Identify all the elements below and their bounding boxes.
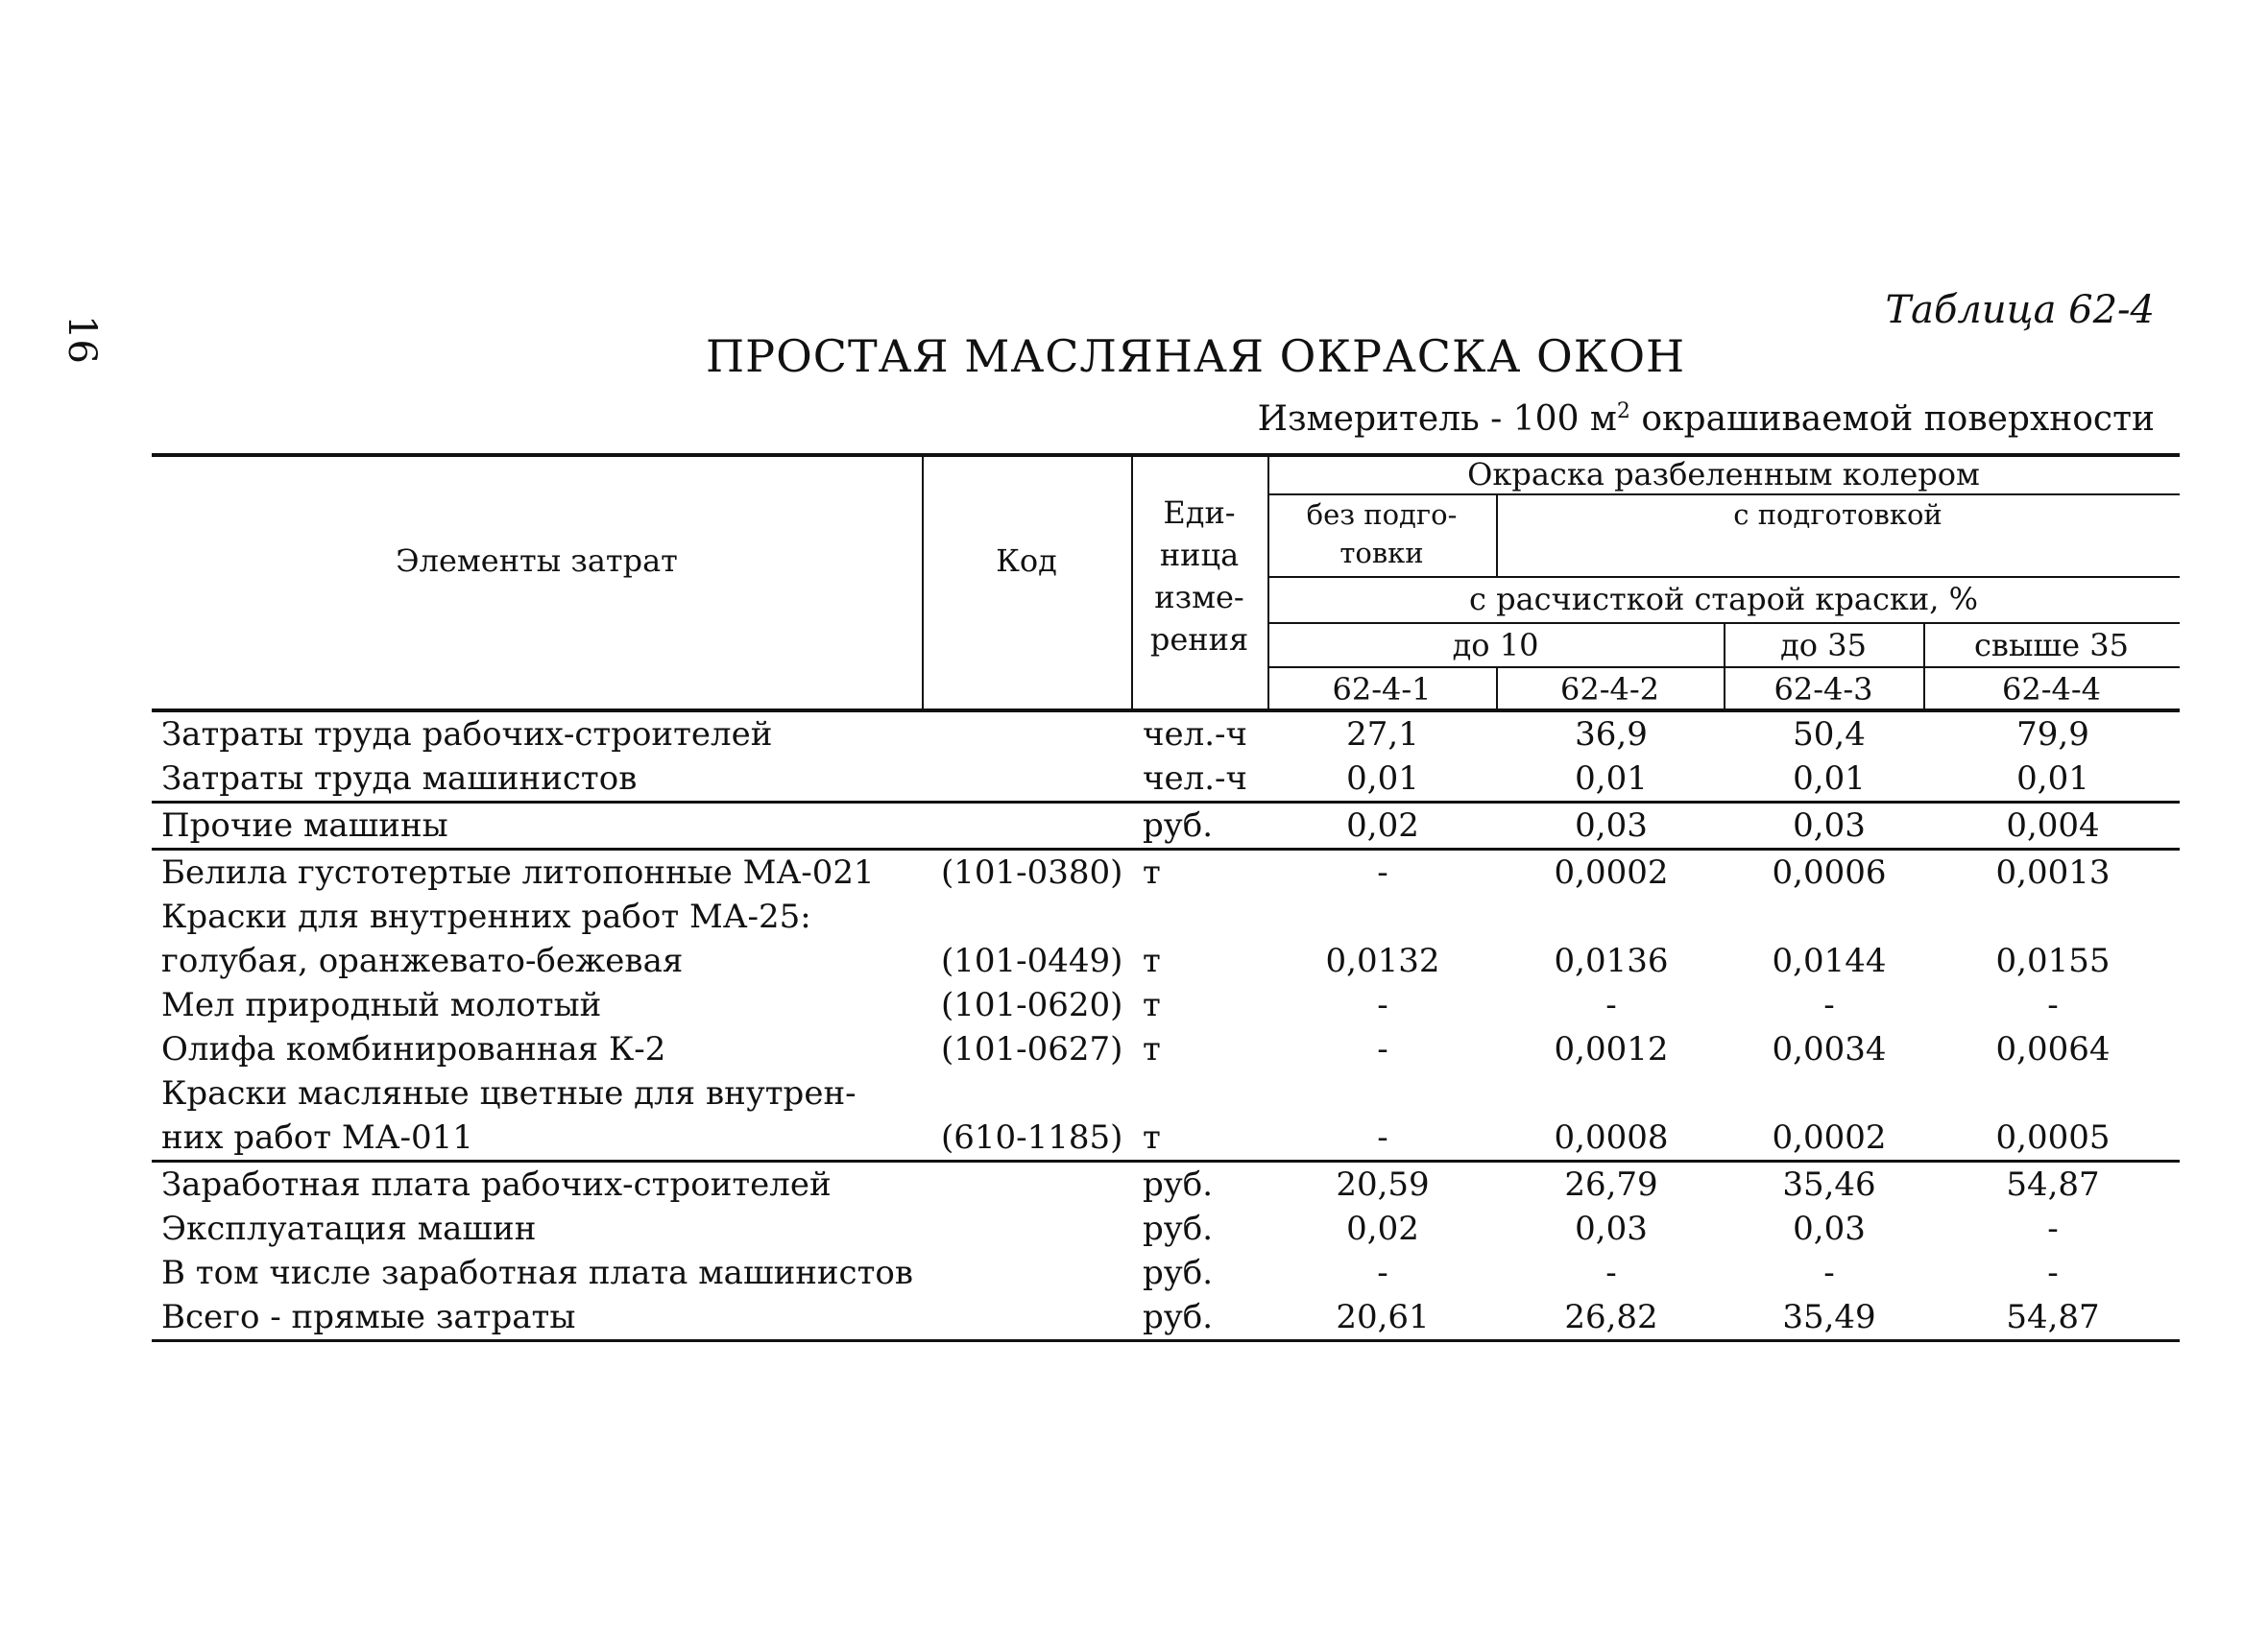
- row-value-2: 0,0008: [1554, 1118, 1669, 1157]
- row-value-4: 54,87: [2006, 1165, 2100, 1204]
- row-value-4: 0,0064: [1995, 1030, 2111, 1069]
- row-code: (101-0620): [941, 986, 1123, 1024]
- page-title: ПРОСТАЯ МАСЛЯНАЯ ОКРАСКА ОКОН: [706, 330, 1686, 382]
- header-unit-line: ница: [1159, 537, 1240, 573]
- row-code: (610-1185): [941, 1118, 1123, 1157]
- row-name: них работ МА-011: [161, 1118, 473, 1157]
- row-value-2: 0,0002: [1554, 853, 1669, 892]
- row-unit: чел.-ч: [1143, 715, 1247, 754]
- header-code-62-4-1: 62-4-1: [1332, 671, 1432, 708]
- row-value-1: 0,01: [1346, 759, 1419, 798]
- row-value-4: 0,004: [2006, 806, 2100, 845]
- row-value-2: 26,82: [1564, 1298, 1658, 1336]
- measure-unit-exponent: 2: [1616, 399, 1630, 423]
- table-row: [152, 939, 2180, 983]
- table-row: [152, 1207, 2180, 1251]
- row-value-3: 0,0006: [1772, 853, 1887, 892]
- row-value-2: 0,0136: [1554, 942, 1669, 980]
- row-value-2: -: [1605, 1254, 1617, 1292]
- row-value-1: -: [1377, 1030, 1388, 1069]
- row-name: Белила густотертые литопонные МА-021: [161, 853, 875, 892]
- row-code: (101-0449): [941, 942, 1123, 980]
- row-code: (101-0380): [941, 853, 1123, 892]
- header-code-62-4-4: 62-4-4: [2001, 671, 2102, 708]
- measure-unit-prefix: Измеритель - 100 м: [1257, 399, 1617, 439]
- row-value-4: -: [2047, 1210, 2059, 1248]
- row-name: голубая, оранжевато-бежевая: [161, 942, 684, 980]
- table-row: [152, 895, 2180, 939]
- row-code: (101-0627): [941, 1030, 1123, 1069]
- row-value-1: 27,1: [1346, 715, 1419, 754]
- row-name: Краски масляные цветные для внутрен-: [161, 1074, 857, 1113]
- row-value-4: 0,0005: [1995, 1118, 2111, 1157]
- row-unit: т: [1143, 942, 1161, 980]
- row-value-3: 35,46: [1782, 1165, 1876, 1204]
- table-row: [152, 712, 2180, 756]
- row-unit: т: [1143, 1030, 1161, 1069]
- row-value-3: 0,01: [1793, 759, 1866, 798]
- header-code: Код: [996, 542, 1057, 579]
- row-value-1: 0,02: [1346, 1210, 1419, 1248]
- table-body: [152, 712, 2180, 1342]
- row-value-1: -: [1377, 986, 1388, 1024]
- row-value-3: 0,03: [1793, 1210, 1866, 1248]
- row-name: В том числе заработная плата машинистов: [161, 1254, 914, 1292]
- row-name: Краски для внутренних работ МА-25:: [161, 898, 811, 936]
- row-value-2: 26,79: [1564, 1165, 1658, 1204]
- row-value-3: 35,49: [1782, 1298, 1876, 1336]
- header-up-to-35: до 35: [1780, 627, 1867, 663]
- row-value-3: 0,0034: [1772, 1030, 1887, 1069]
- measure-unit-suffix: окрашиваемой поверхности: [1629, 399, 2155, 439]
- row-value-1: 20,61: [1336, 1298, 1430, 1336]
- row-value-2: 0,01: [1575, 759, 1648, 798]
- row-value-1: -: [1377, 1118, 1388, 1157]
- header-code-62-4-3: 62-4-3: [1773, 671, 1873, 708]
- header-cleaning: с расчисткой старой краски, %: [1469, 581, 1978, 617]
- row-value-2: 36,9: [1575, 715, 1648, 754]
- table-row: [152, 1071, 2180, 1116]
- table-label: Таблица 62-4: [1885, 288, 2155, 332]
- header-unit-line: изме-: [1154, 579, 1244, 615]
- table-row: [152, 804, 2180, 848]
- row-value-4: 0,01: [2016, 759, 2089, 798]
- header-no-prep: [1267, 495, 1496, 572]
- row-value-1: -: [1377, 853, 1388, 892]
- measure-unit-line: [1258, 399, 2155, 439]
- row-unit: руб.: [1143, 806, 1214, 845]
- table-header: [152, 453, 2180, 710]
- header-col-divider-code: [922, 453, 924, 710]
- row-name: Эксплуатация машин: [161, 1210, 537, 1248]
- header-unit: [1131, 492, 1267, 660]
- row-unit: т: [1143, 1118, 1161, 1157]
- row-value-2: 0,0012: [1554, 1030, 1669, 1069]
- row-value-3: 0,0144: [1772, 942, 1887, 980]
- row-value-3: -: [1823, 986, 1835, 1024]
- table-row: [152, 1295, 2180, 1339]
- row-unit: руб.: [1143, 1210, 1214, 1248]
- header-unit-line: рения: [1149, 621, 1249, 658]
- row-unit: руб.: [1143, 1165, 1214, 1204]
- table-row: [152, 756, 2180, 801]
- header-no-prep-line: товки: [1339, 537, 1424, 569]
- row-unit: т: [1143, 853, 1161, 892]
- header-group: Окраска разбеленным колером: [1467, 456, 1980, 492]
- row-value-2: 0,03: [1575, 1210, 1648, 1248]
- table-row: [152, 983, 2180, 1027]
- row-value-3: 0,0002: [1772, 1118, 1887, 1157]
- row-value-1: 0,02: [1346, 806, 1419, 845]
- row-value-4: 0,0155: [1995, 942, 2111, 980]
- table-row: [152, 1116, 2180, 1160]
- header-unit-line: Еди-: [1163, 494, 1236, 531]
- row-value-3: -: [1823, 1254, 1835, 1292]
- row-value-2: -: [1605, 986, 1617, 1024]
- row-name: Затраты труда машинистов: [161, 759, 638, 798]
- table-bottom-rule: [152, 1339, 2180, 1342]
- row-unit: чел.-ч: [1143, 759, 1247, 798]
- row-value-2: 0,03: [1575, 806, 1648, 845]
- row-name: Затраты труда рабочих-строителей: [161, 715, 773, 754]
- row-value-4: 54,87: [2006, 1298, 2100, 1336]
- row-name: Заработная плата рабочих-строителей: [161, 1165, 832, 1204]
- header-no-prep-line: без подго-: [1306, 498, 1458, 531]
- row-value-1: -: [1377, 1254, 1388, 1292]
- row-value-4: -: [2047, 986, 2059, 1024]
- row-unit: руб.: [1143, 1298, 1214, 1336]
- row-value-3: 50,4: [1793, 715, 1866, 754]
- header-elements: Элементы затрат: [396, 542, 678, 579]
- table-row: [152, 1251, 2180, 1295]
- row-value-1: 0,0132: [1325, 942, 1440, 980]
- header-up-to-10: до 10: [1452, 627, 1539, 663]
- row-value-1: 20,59: [1336, 1165, 1430, 1204]
- header-with-prep: с подготовкой: [1733, 498, 1942, 531]
- row-unit: руб.: [1143, 1254, 1214, 1292]
- table-row: [152, 851, 2180, 895]
- page-number: 16: [60, 315, 104, 364]
- row-name: Мел природный молотый: [161, 986, 602, 1024]
- row-name: Прочие машины: [161, 806, 448, 845]
- row-value-4: 79,9: [2016, 715, 2089, 754]
- row-value-4: -: [2047, 1254, 2059, 1292]
- row-name: Всего - прямые затраты: [161, 1298, 576, 1336]
- header-over-35: свыше 35: [1974, 627, 2129, 663]
- row-value-4: 0,0013: [1995, 853, 2111, 892]
- row-name: Олифа комбинированная К-2: [161, 1030, 666, 1069]
- row-unit: т: [1143, 986, 1161, 1024]
- table-row: [152, 1163, 2180, 1207]
- header-code-62-4-2: 62-4-2: [1559, 671, 1660, 708]
- table-row: [152, 1027, 2180, 1071]
- row-value-3: 0,03: [1793, 806, 1866, 845]
